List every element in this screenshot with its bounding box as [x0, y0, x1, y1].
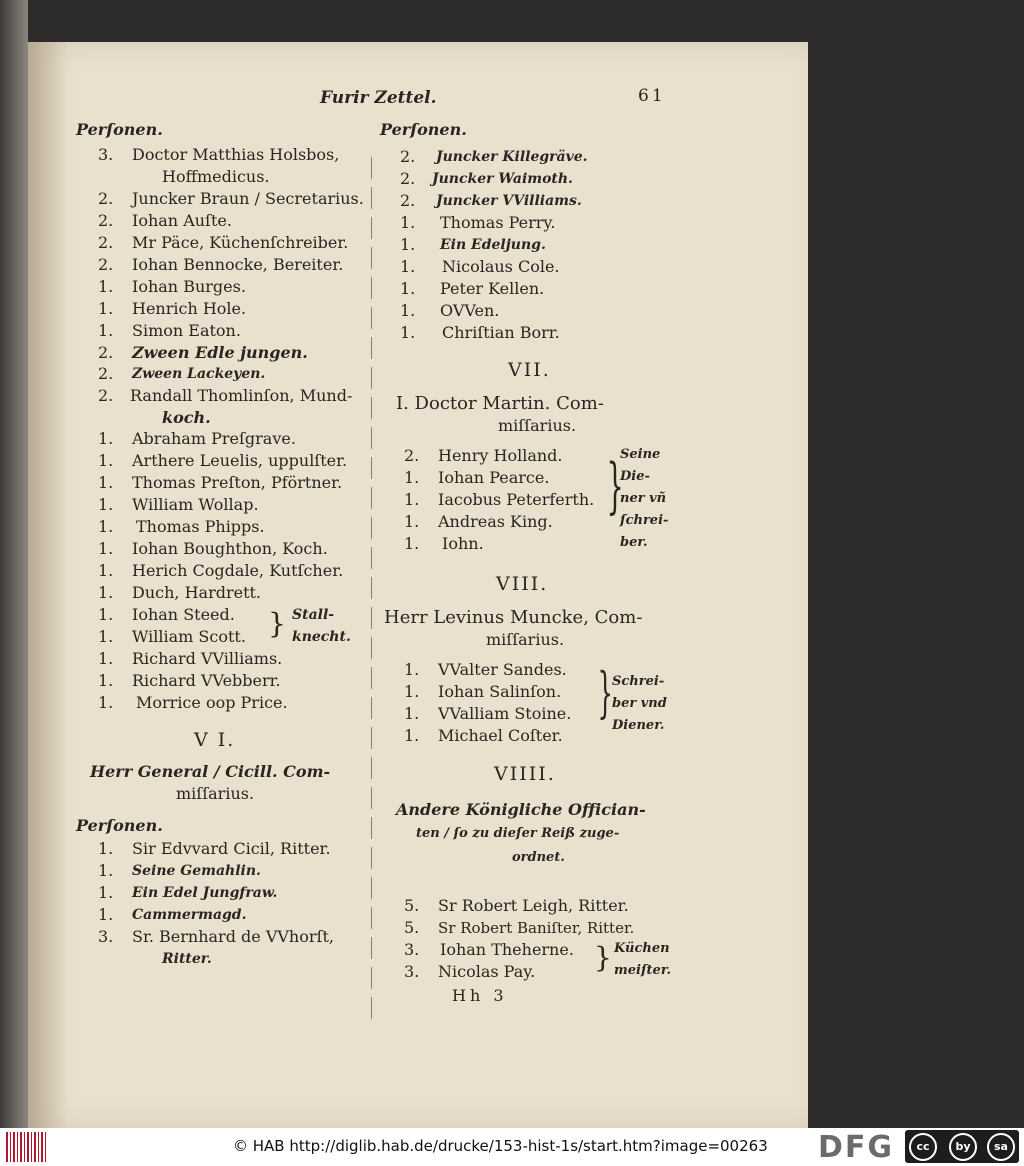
brace-label: Diener. — [612, 718, 665, 733]
section-title: miſſarius. — [486, 630, 565, 649]
brace-icon: } — [606, 451, 624, 521]
entry-name: Michael Coſter. — [438, 726, 563, 745]
entry-number: 1. — [98, 429, 114, 448]
entry-number: 1. — [404, 726, 420, 745]
entry-number: 1. — [98, 299, 114, 318]
brace-label: meiſter. — [614, 963, 672, 978]
brace-label: Die- — [620, 469, 650, 484]
brace-label: ber vnd — [612, 696, 667, 711]
brace-icon: } — [597, 661, 613, 724]
entry-name: Iohan Bennocke, Bereiter. — [132, 255, 344, 274]
entry-number: 1. — [404, 682, 420, 701]
entry-name: Chriſtian Borr. — [442, 323, 560, 342]
entry-number: 1. — [404, 660, 420, 679]
entry-name: Arthere Leuelis, uppulſter. — [132, 451, 348, 470]
entry-number: 2. — [98, 211, 114, 230]
entry-name: Iohan Steed. — [132, 605, 235, 624]
entry-name: Zween Lackeyen. — [132, 366, 266, 382]
sa-icon: sa — [987, 1133, 1015, 1161]
entry-name: William Wollap. — [132, 495, 259, 514]
brace-label: Küchen — [614, 941, 670, 956]
entry-number: 1. — [98, 321, 114, 340]
entry-name: Juncker VVilliams. — [436, 193, 582, 209]
entry-name: Sr Robert Baniſter, Ritter. — [438, 919, 635, 937]
entry-name: Simon Eaton. — [132, 321, 241, 340]
entry-number: 2. — [98, 343, 114, 362]
entry-name: William Scott. — [132, 627, 246, 646]
brace-label: ner vñ — [620, 491, 667, 506]
entry-name: OVVen. — [440, 301, 500, 320]
entry-number: 3. — [98, 927, 114, 946]
right-heading: Perſonen. — [380, 120, 467, 139]
entry-number: 1. — [98, 839, 114, 858]
section-numeral: VIII. — [496, 573, 549, 595]
brace-label: ber. — [620, 535, 648, 550]
entry-name: Ritter. — [162, 951, 212, 967]
entry-name: Iohan Theherne. — [440, 940, 574, 959]
entry-name: Thomas Perry. — [440, 213, 556, 232]
brace-icon: } — [268, 607, 286, 640]
entry-number: 1. — [98, 277, 114, 296]
left-heading: Perſonen. — [76, 120, 163, 139]
entry-name: Zween Edle jungen. — [132, 343, 308, 362]
entry-name: Seine Gemahlin. — [132, 863, 261, 879]
viewer-footer — [0, 1128, 1024, 1166]
entry-name: Cammermagd. — [132, 907, 247, 923]
entry-number: 2. — [98, 386, 114, 405]
entry-name: Sr. Bernhard de VVhorſt, — [132, 927, 334, 946]
entry-name: Richard VVilliams. — [132, 649, 283, 668]
section-title: I. Doctor Martin. Com- — [396, 393, 604, 414]
entry-name: Iohan Salinſon. — [438, 682, 562, 701]
section-heading: Perſonen. — [76, 816, 163, 835]
entry-name: VValliam Stoine. — [438, 704, 572, 723]
book-page — [28, 42, 808, 1128]
section-title: Herr General / Cicill. Com- — [90, 762, 331, 781]
entry-name: Ein Edeljung. — [440, 237, 546, 253]
dfg-logo: DFG — [818, 1130, 895, 1165]
entry-number: 1. — [98, 861, 114, 880]
by-icon: by — [949, 1133, 977, 1161]
entry-name: Henry Holland. — [438, 446, 563, 465]
copyright-link[interactable]: © HAB http://diglib.hab.de/drucke/153-hist-1s/start.htm?image=00263 — [233, 1137, 768, 1155]
entry-number: 2. — [400, 169, 416, 188]
section-title: miſſarius. — [498, 416, 577, 435]
entry-name: Abraham Preſgrave. — [132, 429, 296, 448]
entry-name: Thomas Preſton, Pförtner. — [132, 473, 343, 492]
section-title: Andere Königliche Offician- — [396, 800, 646, 819]
entry-number: 3. — [404, 940, 420, 959]
entry-name: Andreas King. — [438, 512, 553, 531]
entry-number: 1. — [98, 605, 114, 624]
entry-number: 1. — [404, 512, 420, 531]
entry-name: Sir Edvvard Cicil, Ritter. — [132, 839, 331, 858]
entry-name: Hoffmedicus. — [162, 167, 270, 186]
entry-number: 1. — [404, 534, 420, 553]
brace-label: ſchrei- — [620, 513, 669, 528]
entry-name: Iohan Auſte. — [132, 211, 232, 230]
entry-name: koch. — [162, 408, 211, 427]
entry-number: 1. — [98, 905, 114, 924]
signature-mark: Hh 3 — [452, 986, 508, 1005]
entry-number: 1. — [98, 649, 114, 668]
entry-number: 2. — [400, 191, 416, 210]
entry-number: 1. — [400, 257, 416, 276]
section-title: miſſarius. — [176, 784, 255, 803]
section-title: ten / ſo zu dieſer Reiß zuge- — [416, 826, 620, 841]
entry-number: 1. — [400, 279, 416, 298]
entry-number: 2. — [98, 255, 114, 274]
entry-number: 2. — [98, 189, 114, 208]
entry-number: 1. — [98, 671, 114, 690]
entry-name: Juncker Killegräve. — [436, 149, 588, 165]
section-numeral: VIIII. — [494, 763, 556, 785]
entry-number: 1. — [98, 495, 114, 514]
entry-number: 2. — [404, 446, 420, 465]
entry-name: Nicolaus Cole. — [442, 257, 560, 276]
scan-edge — [0, 0, 28, 1128]
entry-number: 3. — [98, 145, 114, 164]
column-divider — [371, 157, 372, 1027]
entry-name: Juncker Waimoth. — [432, 171, 573, 187]
entry-number: 1. — [400, 235, 416, 254]
entry-number: 1. — [98, 517, 114, 536]
brace-label: Seine — [620, 447, 661, 462]
entry-name: Sr Robert Leigh, Ritter. — [438, 896, 629, 915]
entry-name: Henrich Hole. — [132, 299, 247, 318]
entry-number: 1. — [400, 301, 416, 320]
entry-number: 1. — [400, 323, 416, 342]
entry-number: 1. — [98, 693, 114, 712]
brace-label: Stall- — [292, 607, 335, 623]
entry-name: Peter Kellen. — [440, 279, 545, 298]
running-title: Furir Zettel. — [320, 88, 437, 108]
entry-name: Iohan Boughthon, Koch. — [132, 539, 328, 558]
entry-name: Randall Thomlinſon, Mund- — [130, 386, 353, 405]
entry-name: Juncker Braun / Secretarius. — [132, 189, 364, 208]
entry-number: 1. — [404, 704, 420, 723]
entry-name: Thomas Phipps. — [136, 517, 265, 536]
entry-name: Iohn. — [442, 534, 484, 553]
brace-label: knecht. — [292, 629, 351, 645]
page-number: 61 — [638, 86, 666, 106]
cc-icon: cc — [909, 1133, 937, 1161]
entry-name: Iohan Pearce. — [438, 468, 550, 487]
entry-number: 1. — [98, 451, 114, 470]
entry-number: 1. — [400, 213, 416, 232]
entry-name: Mr Päce, Küchenſchreiber. — [132, 233, 349, 252]
entry-number: 1. — [98, 583, 114, 602]
entry-name: Ein Edel Jungfraw. — [132, 885, 278, 901]
entry-number: 1. — [98, 883, 114, 902]
entry-number: 1. — [404, 490, 420, 509]
entry-number: 5. — [404, 918, 420, 937]
entry-number: 2. — [98, 364, 114, 383]
cc-license-badge[interactable] — [905, 1130, 1019, 1163]
brace-icon: } — [594, 941, 612, 974]
entry-number: 1. — [98, 473, 114, 492]
brace-label: Schrei- — [612, 674, 665, 689]
entry-name: VValter Sandes. — [438, 660, 567, 679]
section-numeral: V I. — [194, 729, 236, 751]
entry-number: 1. — [98, 539, 114, 558]
entry-number: 2. — [400, 147, 416, 166]
entry-name: Iacobus Peterferth. — [438, 490, 595, 509]
entry-name: Duch, Hardrett. — [132, 583, 262, 602]
entry-number: 2. — [98, 233, 114, 252]
hab-logo-icon — [6, 1132, 46, 1162]
entry-number: 1. — [98, 627, 114, 646]
entry-name: Morrice oop Price. — [136, 693, 288, 712]
entry-name: Herich Cogdale, Kutſcher. — [132, 561, 344, 580]
section-numeral: VII. — [508, 359, 551, 381]
section-title: ordnet. — [512, 850, 565, 865]
entry-name: Nicolas Pay. — [438, 962, 536, 981]
entry-name: Iohan Burges. — [132, 277, 246, 296]
entry-number: 1. — [404, 468, 420, 487]
entry-name: Doctor Matthias Holsbos, — [132, 145, 340, 164]
entry-number: 5. — [404, 896, 420, 915]
entry-name: Richard VVebberr. — [132, 671, 281, 690]
section-title: Herr Levinus Muncke, Com- — [384, 607, 643, 628]
entry-number: 3. — [404, 962, 420, 981]
entry-number: 1. — [98, 561, 114, 580]
